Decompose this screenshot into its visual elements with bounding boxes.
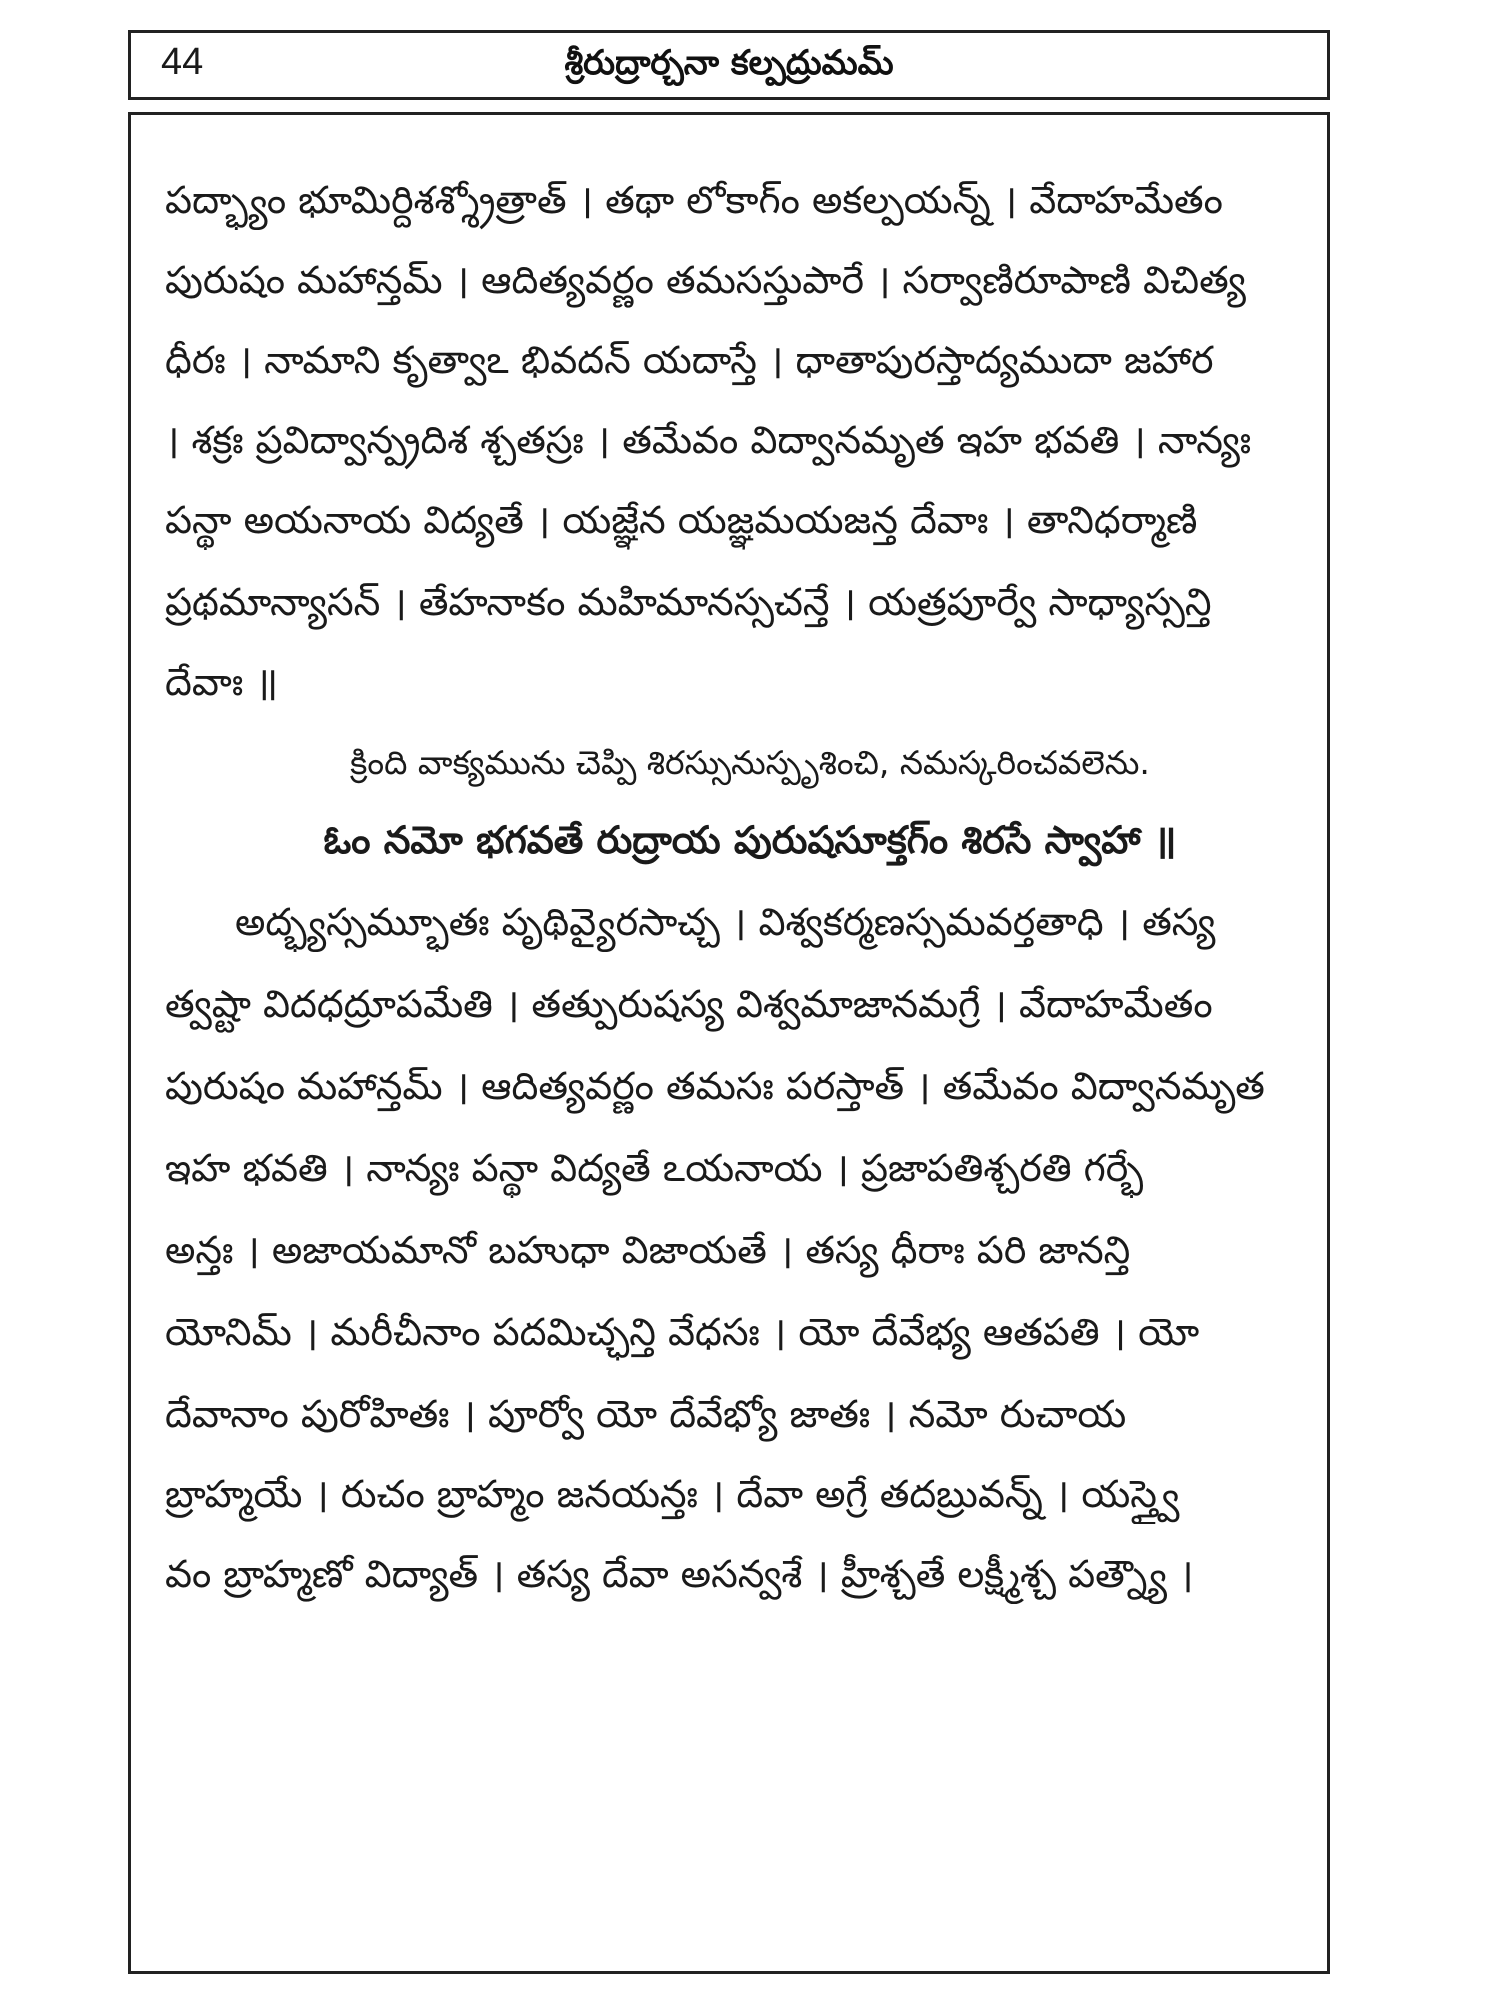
text-line-10: పురుషం మహాన్తమ్ । ఆదిత్యవర్ణం తమసః పరస్తాత్ । తమేవం విద్వానమృత	[165, 1064, 1265, 1108]
text-line-8: అద్భ్యస్సమ్భూతః పృథివ్యైరసాచ్చ । విశ్వకర్మణస్సమవర్తతాధి । తస్య	[235, 900, 1216, 944]
text-line-6: ప్రథమాన్యాసన్ । తేహనాకం మహిమానస్సచన్తే । యత్రపూర్వే సాధ్యాస్సన్తి	[165, 580, 1212, 624]
mantra-heading: ఓం నమో భగవతే రుద్రాయ పురుషసూక్తగ్ం శిరసే స్వాహా ॥	[323, 818, 1177, 862]
text-line-2: పురుషం మహాన్తమ్ । ఆదిత్యవర్ణం తమసస్తుపారే । సర్వాణిరూపాణి విచిత్య	[165, 258, 1246, 302]
text-line-9: త్వష్టా విదధద్రూపమేతి । తత్పురుషస్య విశ్వమాజానమగ్రే । వేదాహమేతం	[165, 982, 1213, 1026]
text-line-13: యోనిమ్ । మరీచీనాం పదమిచ్ఛన్తి వేధసః । యో దేవేభ్య ఆతపతి । యో	[165, 1310, 1200, 1354]
text-line-5: పన్థా అయనాయ విద్యతే । యజ్ఞేన యజ్ఞమయజన్త దేవాః । తానిధర్మాణి	[165, 498, 1198, 542]
content-frame	[128, 112, 1330, 1974]
text-line-11: ఇహ భవతి । నాన్యః పన్థా విద్యతే ఽయనాయ । ప్రజాపతిశ్చరతి గర్భే	[165, 1146, 1144, 1190]
text-line-15: బ్రాహ్మయే । రుచం బ్రాహ్మం జనయన్తః । దేవా అగ్రే తదబ్రువన్న్ । యస్త్వై	[165, 1472, 1180, 1516]
text-line-3: ధీరః । నామాని కృత్వాఽ భివదన్ యదాస్తే । ధాతాపురస్తాద్యముదా జహార	[165, 338, 1214, 382]
text-line-14: దేవానాం పురోహితః । పూర్వో యో దేవేభ్యో జాతః । నమో రుచాయ	[165, 1392, 1127, 1436]
page-number: 44	[161, 41, 204, 83]
page-header	[128, 30, 1330, 100]
instruction-text: క్రింది వాక్యమును చెప్పి శిరస్సునుస్పృశించి, నమస్కరించవలెను.	[350, 743, 1150, 782]
text-line-12: అన్తః । అజాయమానో బహుధా విజాయతే । తస్య ధీరాః పరి జానన్తి	[165, 1228, 1131, 1272]
text-line-16: వం బ్రాహ్మణో విద్యాత్ । తస్య దేవా అసన్వశే । హ్రీశ్చతే లక్ష్మీశ్చ పత్న్యౌ ।	[165, 1552, 1194, 1596]
text-line-7: దేవాః ॥	[165, 660, 279, 704]
text-line-1: పద్భ్యాం భూమిర్దిశశ్శ్రోత్రాత్ । తథా లోకాగ్ం అకల్పయన్న్ । వేదాహమేతం	[165, 178, 1223, 222]
book-title: శ్రీరుద్రార్చనా కల్పద్రుమమ్	[564, 43, 894, 83]
text-line-4: । శక్రః ప్రవిద్వాన్ప్రదిశ శ్చతస్రః । తమేవం విద్వానమృత ఇహ భవతి । నాన్యః	[165, 418, 1252, 462]
